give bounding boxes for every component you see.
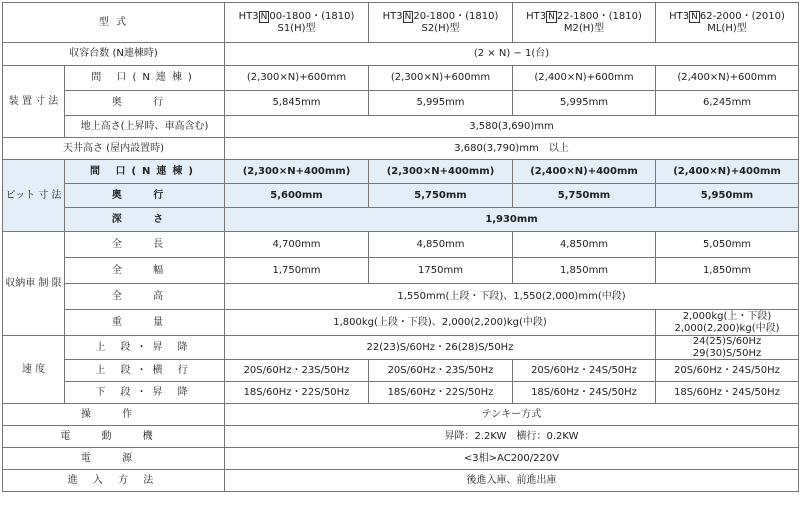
model-s2: HT3 N 20-1800・(1810) S2(H)型 (369, 3, 513, 43)
car-width-s1: 1,750mm (225, 258, 369, 284)
entry-label: 進 入 方 法 (3, 470, 225, 492)
device-width-row (3, 66, 799, 91)
ceiling-label: 天井高さ (屋内設置時) (3, 138, 225, 160)
car-weight-value: 1,800kg(上段・下段)、2,000(2,200)kg(中段) (225, 310, 656, 336)
power-label: 電 源 (3, 448, 225, 470)
speed-lower-lift-s1: 18S/60Hz・22S/50Hz (225, 382, 369, 404)
pit-width-ml: (2,400×N)+400mm (656, 160, 799, 184)
car-height-row (3, 284, 799, 310)
speed-upper-traverse-row (3, 360, 799, 382)
motor-value: 昇降：2.2KW 横行：0.2KW (225, 426, 799, 448)
motor-label: 電 動 機 (3, 426, 225, 448)
device-width-m2: (2,400×N)+600mm (513, 66, 656, 91)
car-weight-row (3, 310, 799, 336)
device-depth-s2: 5,995mm (369, 91, 513, 116)
model-ml: HT3 N 62-2000・(2010) ML(H)型 (656, 3, 799, 43)
car-weight-label: 重 量 (65, 310, 225, 336)
pit-depth-m2: 5,750mm (513, 184, 656, 208)
operation-label: 操 作 (3, 404, 225, 426)
car-height-value: 1,550mm(上段・下段)、1,550(2,000)mm(中段) (225, 284, 799, 310)
ceiling-value: 3,680(3,790)mm 以上 (225, 138, 799, 160)
car-length-row (3, 232, 799, 258)
speed-upper-traverse-label: 上 段・横 行 (65, 360, 225, 382)
pit-depth-ml: 5,950mm (656, 184, 799, 208)
device-width-s2: (2,300×N)+600mm (369, 66, 513, 91)
capacity-row (3, 43, 799, 66)
device-depth-s1: 5,845mm (225, 91, 369, 116)
device-depth-ml: 6,245mm (656, 91, 799, 116)
speed-lower-lift-ml: 18S/60Hz・24S/50Hz (656, 382, 799, 404)
speed-lower-lift-label: 下 段・昇 降 (65, 382, 225, 404)
capacity-value: (2 × N) − 1(台) (225, 43, 799, 66)
car-length-m2: 4,850mm (513, 232, 656, 258)
pit-deep-row (3, 208, 799, 232)
ceiling-row (3, 138, 799, 160)
speed-upper-lift-label: 上 段・昇 降 (65, 336, 225, 360)
header-row (3, 3, 799, 43)
operation-row (3, 404, 799, 426)
car-group-label: 収納車 制 限 (3, 232, 65, 336)
speed-upper-lift-row (3, 336, 799, 360)
model-header-label: 型 式 (3, 3, 225, 43)
device-height-label: 地上高さ(上昇時、車高含む) (65, 116, 225, 138)
speed-upper-lift-value: 22(23)S/60Hz・26(28)S/50Hz (225, 336, 656, 360)
device-width-label: 間 口(N連棟) (65, 66, 225, 91)
pit-depth-s1: 5,600mm (225, 184, 369, 208)
pit-deep-value: 1,930mm (225, 208, 799, 232)
speed-upper-lift-ml: 24(25)S/60Hz 29(30)S/50Hz (656, 336, 799, 360)
model-m2: HT3 N 22-1800・(1810) M2(H)型 (513, 3, 656, 43)
power-row (3, 448, 799, 470)
car-width-label: 全 幅 (65, 258, 225, 284)
car-length-s2: 4,850mm (369, 232, 513, 258)
car-width-row (3, 258, 799, 284)
speed-upper-traverse-ml: 20S/60Hz・24S/50Hz (656, 360, 799, 382)
device-depth-row (3, 91, 799, 116)
entry-row (3, 470, 799, 492)
power-value: <3相>AC200/220V (225, 448, 799, 470)
pit-width-m2: (2,400×N)+400mm (513, 160, 656, 184)
device-height-value: 3,580(3,690)mm (225, 116, 799, 138)
car-length-label: 全 長 (65, 232, 225, 258)
pit-width-row (3, 160, 799, 184)
speed-upper-traverse-m2: 20S/60Hz・24S/50Hz (513, 360, 656, 382)
speed-group-label: 速 度 (3, 336, 65, 404)
car-height-label: 全 高 (65, 284, 225, 310)
pit-width-s1: (2,300×N+400mm) (225, 160, 369, 184)
car-width-s2: 1750mm (369, 258, 513, 284)
model-s1: HT3 N 00-1800・(1810) S1(H)型 (225, 3, 369, 43)
speed-upper-traverse-s1: 20S/60Hz・23S/50Hz (225, 360, 369, 382)
spec-table (2, 2, 799, 492)
device-depth-m2: 5,995mm (513, 91, 656, 116)
car-width-m2: 1,850mm (513, 258, 656, 284)
speed-lower-lift-m2: 18S/60Hz・24S/50Hz (513, 382, 656, 404)
pit-width-s2: (2,300×N+400mm) (369, 160, 513, 184)
speed-lower-lift-row (3, 382, 799, 404)
pit-depth-row (3, 184, 799, 208)
car-width-ml: 1,850mm (656, 258, 799, 284)
entry-value: 後進入庫、前進出庫 (225, 470, 799, 492)
capacity-label: 収容台数 (N連棟時) (3, 43, 225, 66)
speed-upper-traverse-s2: 20S/60Hz・23S/50Hz (369, 360, 513, 382)
speed-lower-lift-s2: 18S/60Hz・22S/50Hz (369, 382, 513, 404)
car-length-ml: 5,050mm (656, 232, 799, 258)
car-length-s1: 4,700mm (225, 232, 369, 258)
pit-group-label: ピット 寸 法 (3, 160, 65, 232)
device-group-label: 装 置 寸 法 (3, 66, 65, 138)
pit-depth-label: 奥 行 (65, 184, 225, 208)
pit-deep-label: 深 さ (65, 208, 225, 232)
device-height-row (3, 116, 799, 138)
motor-row (3, 426, 799, 448)
car-weight-ml: 2,000kg(上・下段) 2,000(2,200)kg(中段) (656, 310, 799, 336)
pit-width-label: 間 口(N連棟) (65, 160, 225, 184)
pit-depth-s2: 5,750mm (369, 184, 513, 208)
device-width-ml: (2,400×N)+600mm (656, 66, 799, 91)
device-depth-label: 奥 行 (65, 91, 225, 116)
operation-value: テンキー方式 (225, 404, 799, 426)
device-width-s1: (2,300×N)+600mm (225, 66, 369, 91)
